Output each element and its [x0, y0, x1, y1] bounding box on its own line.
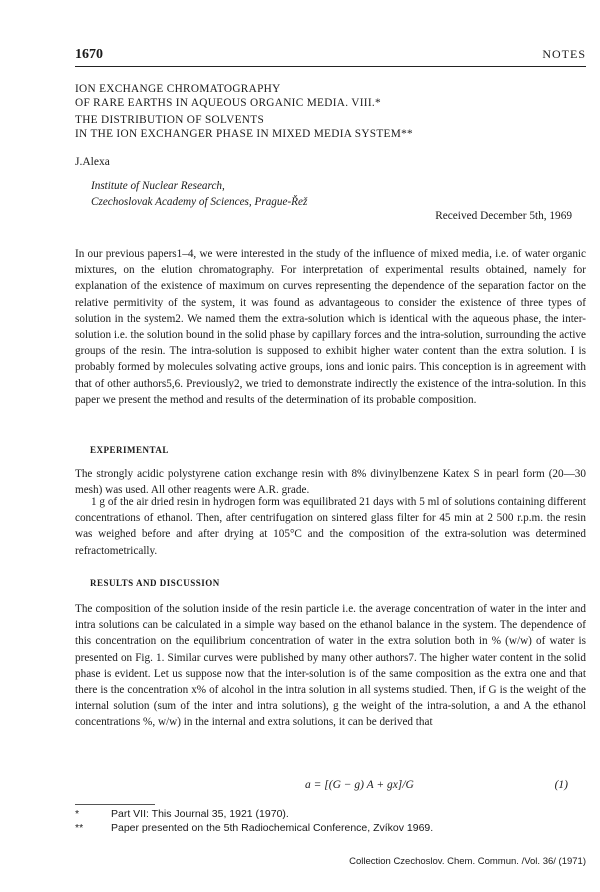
footnote-mark: **	[75, 822, 84, 834]
footnote-2	[75, 821, 586, 835]
footnote-mark: *	[75, 808, 80, 820]
page-number: 1670	[75, 47, 103, 62]
title-line-2: OF RARE EARTHS IN AQUEOUS ORGANIC MEDIA. VIII.*	[75, 97, 381, 109]
results-paragraph: The composition of the solution inside of the resin particle i.e. the average concentration of water in the inter and intra solutions can be calculated in a simple way based on the ethanol balance in the system. The dependence of this concentration on the equilibrium concentration of water in the extra solution both in % (w/w) of water is presented on Fig. 1. Similar curves were published by many other authors7. The higher water content in the solid phase is evident. Let us suppose now that the inter-solution is of the same composition as the extra one and that there is the concentration x% of alcohol in the intra solution in all systems studied. Then, if G is the weight of the internal solution (sum of the inter and intra solutions), g the weight of the intra-solution, a and A the ethanol concentrations %, w/w) in the internal and extra solutions, it can be derived that	[75, 603, 586, 729]
article-subtitle	[75, 113, 586, 141]
page-header	[75, 47, 586, 63]
affiliation	[91, 178, 307, 210]
section-label: NOTES	[542, 47, 586, 61]
equation-formula: a = [(G − g) A + gx]/G	[305, 779, 414, 791]
footnote-1	[75, 807, 586, 821]
journal-citation: Collection Czechoslov. Chem. Commun. /Vol. 36/ (1971)	[349, 856, 586, 867]
affiliation-line-1: Institute of Nuclear Research,	[91, 180, 225, 192]
intro-paragraph: In our previous papers1–4, we were interested in the study of the influence of mixed media, i.e. of water organic mixtures, on the elution chromatography. For interpretation of experimental results obtained, namely for explanation of the existence of maximum on curves representing the dependence of the separation factor on the relative permitivity of the system, it was found as advantageous to consider the existence of three types of solution in the system2. We named them the extra-solution which is identical with the aqueous phase, the inter-solution i.e. the solution bound in the solid phase by capillary forces and the intra-solution, surrounding the active groups of the resin. The intra-solution is supposed to exhibit higher water content than the extra solution. I is probably formed by molecules solvating active groups, ions and ionic pairs. This conception is in agreement with that of other authors5,6. Previously2, we tried to demonstrate indirectly the existence of the intra-solution. In this paper we present the method and results of the determination of its probable composition.	[75, 248, 586, 406]
title-line-1: ION EXCHANGE CHROMATOGRAPHY	[75, 83, 281, 95]
footnote-rule	[75, 804, 155, 805]
title-line-4: IN THE ION EXCHANGER PHASE IN MIXED MEDIA SYSTEM**	[75, 128, 414, 140]
experimental-paragraph-2: 1 g of the air dried resin in hydrogen form was equilibrated 21 days with 5 ml of solutions containing different concentrations of ethanol. Then, after centrifugation on sintered glass filter for 45 min at 2 500 r.p.m. the resin was weighed before and after drying at 105°C and the composition of the extra-solution was determined refractometrically.	[75, 496, 586, 557]
received-date: Received December 5th, 1969	[435, 210, 572, 222]
footnote-text: Paper presented on the 5th Radiochemical Conference, Zvíkov 1969.	[111, 822, 434, 834]
title-line-3: THE DISTRIBUTION OF SOLVENTS	[75, 114, 265, 126]
article-title	[75, 82, 586, 110]
header-rule	[75, 66, 586, 67]
experimental-paragraph-1: The strongly acidic polystyrene cation exchange resin with 8% divinylbenzene Katex S in pearl form (20—30 mesh) was used. All other reagents were A.R. grade.	[75, 468, 586, 497]
equation-number: (1)	[554, 779, 568, 791]
affiliation-line-2: Czechoslovak Academy of Sciences, Prague-Řež	[91, 196, 308, 208]
results-heading: RESULTS AND DISCUSSION	[90, 578, 220, 588]
experimental-heading: EXPERIMENTAL	[90, 445, 169, 455]
footnote-text: Part VII: This Journal 35, 1921 (1970).	[111, 808, 289, 820]
author-name: J.Alexa	[75, 156, 110, 168]
